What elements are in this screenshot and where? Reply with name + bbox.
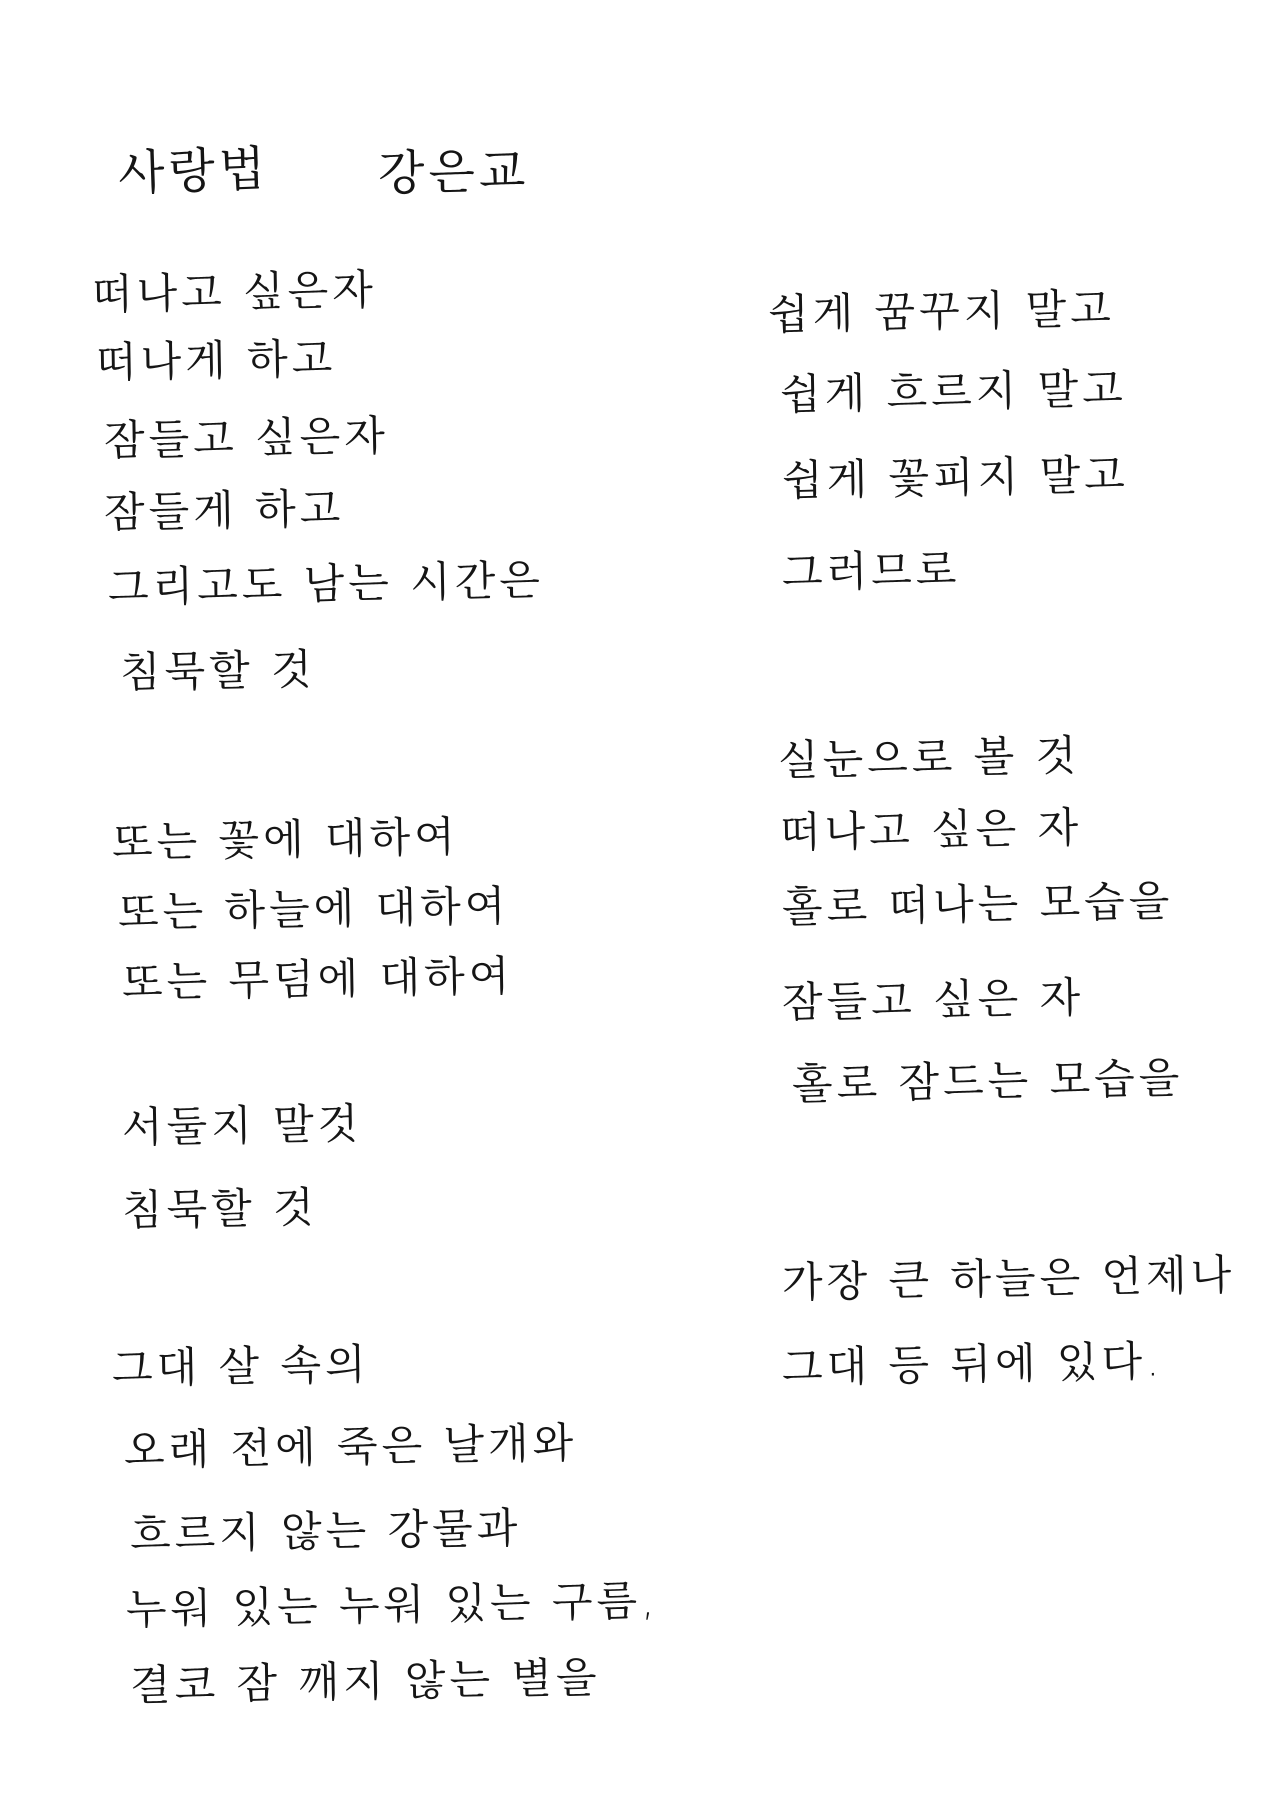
poem-title: 사랑법 [117,140,271,202]
poem-line: 홀로 떠나는 모습을 [781,876,1174,932]
poem-line: 가장 큰 하늘은 언제나 [781,1250,1236,1307]
poem-line: 쉽게 꽃피지 말고 [781,449,1130,505]
poem-line: 침묵할 것 [119,644,317,697]
poem-line: 쉽게 꿈꾸지 말고 [767,283,1116,339]
poem-line: 흐르지 않는 강물과 [129,1503,522,1559]
poem-line: 또는 하늘에 대하여 [117,881,510,937]
poem-line: 침묵할 것 [121,1182,319,1235]
poem-line: 홀로 잠드는 모습을 [791,1053,1184,1109]
poem-line: 떠나게 하고 [95,333,337,387]
poem-line: 그대 등 뒤에 있다. [781,1336,1164,1392]
poem-line: 그러므로 [781,544,961,597]
poem-line: 결코 잠 깨지 않는 별을 [129,1652,601,1710]
poem-line: 또는 꽃에 대하여 [111,811,460,867]
poem-line: 누워 있는 누워 있는 구름, [125,1575,659,1634]
poem-line: 잠들고 싶은 자 [781,972,1085,1027]
poem-author: 강은교 [377,143,530,202]
poem-line: 또는 무덤에 대하여 [121,951,514,1007]
poem-line: 잠들고 싶은자 [103,411,390,465]
poem-line: 잠들게 하고 [103,483,345,537]
poem-line: 서둘지 말것 [121,1098,363,1152]
poem-line: 쉽게 흐르지 말고 [779,363,1128,419]
poem-line: 떠나고 싶은자 [91,265,378,319]
poem-line: 떠나고 싶은 자 [779,802,1083,857]
poem-line: 실눈으로 볼 것 [777,730,1081,785]
poem-line: 그리고도 남는 시간은 [107,555,545,612]
poem-line: 오래 전에 죽은 날개와 [123,1418,578,1475]
poem-line: 그대 살 속의 [111,1339,370,1393]
